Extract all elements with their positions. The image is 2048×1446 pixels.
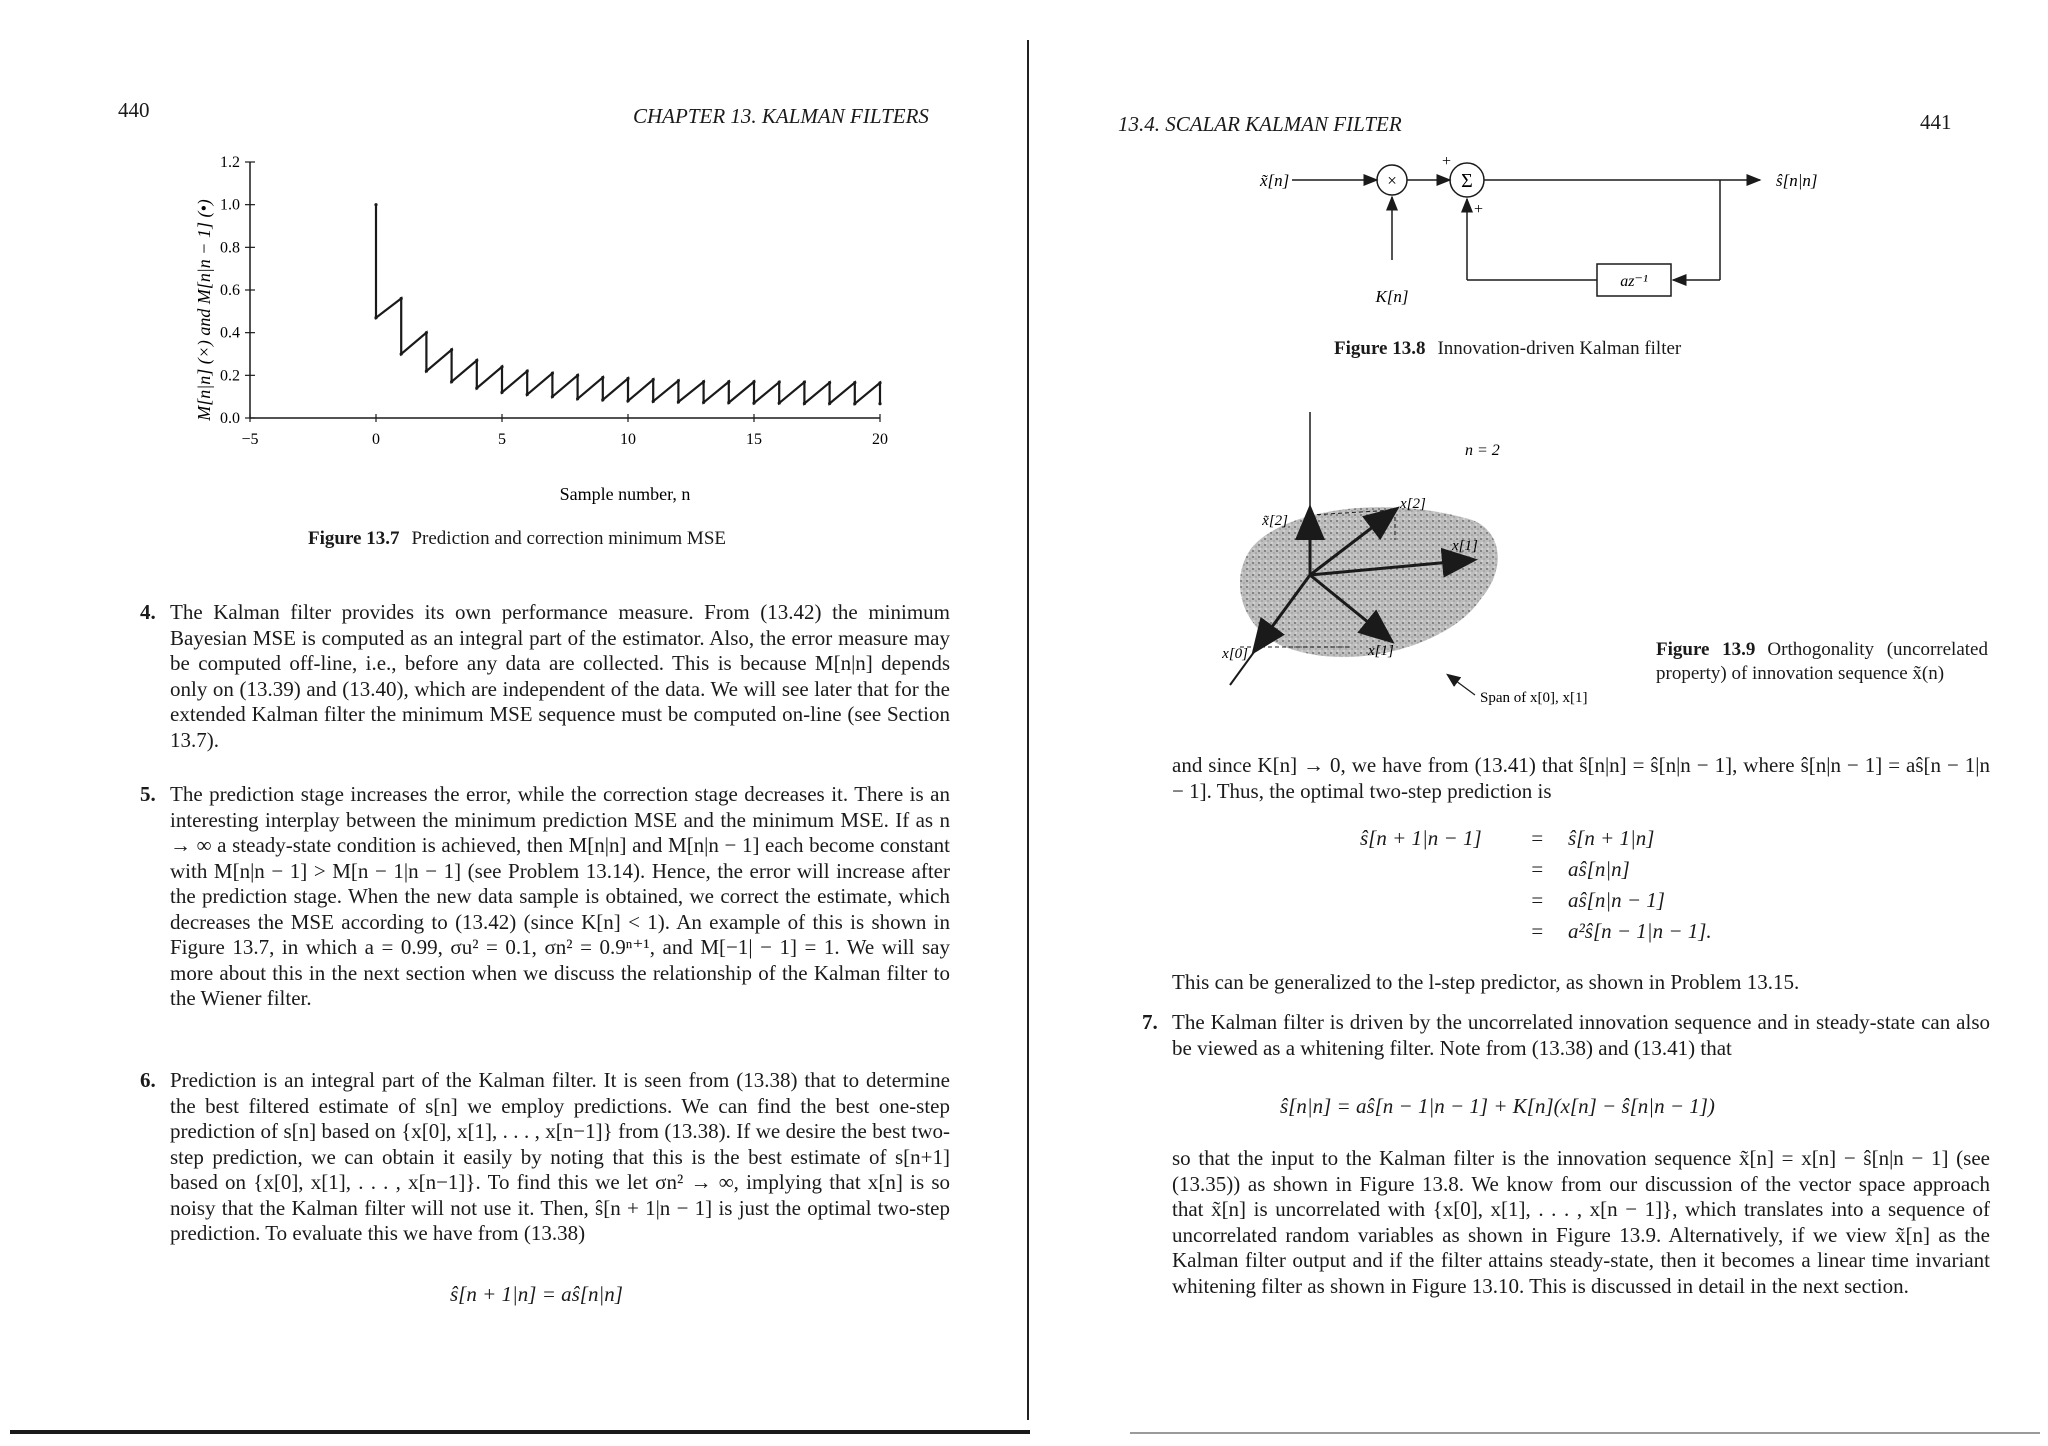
chart-x-axis-label: Sample number, n (559, 484, 691, 504)
figure-13-8-label: Figure 13.8 (1334, 338, 1426, 359)
figure-13-9-diagram (1210, 400, 1670, 720)
list-item-5 (140, 782, 950, 1012)
paragraph-l-step: This can be generalized to the l-step predictor, as shown in Problem 13.15. (1172, 970, 1800, 994)
chart-point (727, 380, 730, 383)
figure-13-9-label: Figure 13.9 (1656, 639, 1756, 660)
chart-point (778, 381, 781, 384)
list-item-text: Prediction is an integral part of the Kalman filter. It is seen from (13.38) that to determine the best filtered estimate of s[n] we employ predictions. We can find the best one-step prediction of s[n] based on {x[0], x[1], . . . , x[n−1]} from (13.38). If we desire the best two-step prediction, we can obtain it easily by noting that this is the best estimate of s[n+1] based on {x[0], x[1], . . . , x[n−1]}. To find this we let σn² → ∞, implying that x[n] is so noisy that the Kalman filter will not use it. Then, ŝ[n + 1|n − 1] is just the optimal two-step prediction. To evaluate this we have from (13.38) (170, 1068, 950, 1245)
figure-13-8-diagram (1230, 150, 1870, 330)
chart-series-line (376, 205, 880, 404)
chart-y-tick-label: 0.8 (220, 239, 240, 257)
list-item-4 (140, 600, 950, 753)
chart-point (475, 387, 478, 390)
list-item-text: The Kalman filter is driven by the uncorrelated innovation sequence and in steady-state can also be viewed as a whitening filter. Note from (13.38) and (13.41) that (1172, 1010, 1990, 1060)
chart-point (727, 401, 730, 404)
chart-point (626, 377, 629, 380)
chart-point (702, 380, 705, 383)
chart-y-axis-label: M[n|n] (×) and M[n|n − 1] (•) (194, 199, 214, 421)
equation-op: = (1530, 888, 1545, 912)
output-label: ŝ[n|n] (1776, 171, 1818, 190)
equation-block (1360, 826, 1780, 956)
chart-point (778, 401, 781, 404)
chart-point (450, 380, 453, 383)
figure-13-7-caption (308, 528, 726, 550)
chart-y-tick-label: 0.2 (220, 367, 240, 385)
span-label: Span of x[0], x[1] (1480, 690, 1588, 706)
chart-point (475, 359, 478, 362)
chart-x-tick-label: −5 (241, 431, 259, 448)
running-head: CHAPTER 13. KALMAN FILTERS (633, 104, 929, 128)
x2-tilde-label: x̃[2] (1262, 513, 1288, 529)
list-item-7 (1142, 1010, 1990, 1061)
chart-point (526, 369, 529, 372)
chart-x-tick-label: 5 (498, 431, 506, 448)
gutter-divider (1027, 40, 1029, 1420)
chart-point (702, 401, 705, 404)
figure-13-8-caption-text: Innovation-driven Kalman filter (1437, 338, 1682, 359)
chart-point (526, 393, 529, 396)
chart-point (803, 381, 806, 384)
equation-two-step: ŝ[n + 1|n] = aŝ[n|n] (450, 1282, 623, 1306)
n-equals-label: n = 2 (1465, 442, 1500, 459)
chart-point (752, 380, 755, 383)
chart-point (752, 401, 755, 404)
input-label: x̃[n] (1260, 171, 1290, 190)
list-item-number: 4. (140, 600, 156, 624)
figure-13-7-caption-text: Prediction and correction minimum MSE (411, 528, 726, 549)
list-item-number: 7. (1142, 1010, 1158, 1034)
chart-point (425, 369, 428, 372)
chart-point (828, 402, 831, 405)
list-item-text: The prediction stage increases the error, while the correction stage decreases it. There is an interesting interplay between the minimum prediction MSE and the minimum MSE. If as n → ∞ a steady-state condition is achieved, then M[n|n] and M[n|n − 1] each become constant with M[n|n − 1] > M[n − 1|n − 1] (see Problem 13.14). Hence, the error will increase after the prediction stage. When the new data sample is obtained, we correct the estimate, which decreases the MSE according to (13.42) (since K[n] < 1). An example of this is shown in Figure 13.7, in which a = 0.99, σu² = 0.1, σn² = 0.9ⁿ⁺¹, and M[−1| − 1] = 1. We will say more about this in the next section when we discuss the relationship of the Kalman filter to the Wiener filter. (170, 782, 950, 1010)
chart-y-tick-label: 0.0 (220, 410, 240, 427)
delay-label: az⁻¹ (1620, 273, 1648, 290)
figure-13-9-caption-text: Orthogonality (uncorrelated property) of innovation sequence x̃(n) (1656, 639, 1988, 684)
chart-x-tick-label: 20 (872, 431, 888, 448)
page-number: 441 (1920, 110, 1952, 134)
chart-y-tick-label: 1.2 (220, 154, 240, 171)
multiply-symbol: × (1387, 171, 1397, 190)
figure-13-7-chart (180, 150, 900, 510)
chart-point (576, 397, 579, 400)
chart-point (677, 379, 680, 382)
chart-point (576, 374, 579, 377)
chart-point (626, 399, 629, 402)
chart-y-tick-label: 0.4 (220, 324, 240, 342)
chart-point (374, 316, 377, 319)
chart-x-tick-label: 0 (372, 431, 380, 448)
x0-label: x[0] (1222, 646, 1248, 662)
chart-point (500, 365, 503, 368)
running-head: 13.4. SCALAR KALMAN FILTER (1118, 112, 1402, 136)
figure-13-7-label: Figure 13.7 (308, 528, 400, 549)
chart-point (828, 381, 831, 384)
equation-rhs: a²ŝ[n − 1|n − 1]. (1568, 919, 1712, 943)
equation-rhs: aŝ[n|n] (1568, 857, 1630, 881)
chart-x-tick-label: 15 (746, 431, 762, 448)
x1-label-upper: x[1] (1452, 538, 1478, 554)
chart-point (652, 378, 655, 381)
plus-sign-bottom: + (1474, 201, 1484, 218)
chart-x-tick-label: 10 (620, 431, 636, 448)
chart-y-tick-label: 0.6 (220, 282, 240, 299)
chart-point (853, 381, 856, 384)
chart-y-tick-label: 1.0 (220, 196, 240, 214)
right-page (1030, 0, 2048, 1446)
chart-point (677, 400, 680, 403)
chart-point (853, 402, 856, 405)
x1-label-lower: x[1] (1368, 643, 1394, 659)
equation-rhs: ŝ[n + 1|n] (1568, 826, 1655, 850)
chart-point (374, 203, 377, 206)
equation-update: ŝ[n|n] = aŝ[n − 1|n − 1] + K[n](x[n] − ŝ[n|n − 1]) (1280, 1094, 1715, 1118)
x2-label: x[2] (1400, 496, 1426, 512)
equation-lhs: ŝ[n + 1|n − 1] (1360, 826, 1482, 850)
sum-symbol: Σ (1461, 170, 1473, 192)
chart-point (878, 381, 881, 384)
chart-point (400, 352, 403, 355)
equation-rhs: aŝ[n|n − 1] (1568, 888, 1665, 912)
chart-point (601, 398, 604, 401)
gain-label: K[n] (1375, 287, 1409, 306)
paragraph-steady-state: and since K[n] → 0, we have from (13.41) that ŝ[n|n] = ŝ[n|n − 1], where ŝ[n|n − 1] = aŝ[n − 1|n − 1]. Thus, the optimal two-step prediction is (1172, 753, 1990, 803)
list-item-text: The Kalman filter provides its own performance measure. From (13.42) the minimum Bayesian MSE is computed as an integral part of the estimator. Also, the error measure may be computed off-line, i.e., before any data are collected. This is because M[n|n] depends only on (13.39) and (13.40), which are independent of the data. We will see later that for the extended Kalman filter the minimum MSE sequence must be computed on-line (see Section 13.7). (170, 600, 950, 752)
chart-point (601, 376, 604, 379)
chart-point (551, 395, 554, 398)
chart-point (551, 372, 554, 375)
chart-point (400, 297, 403, 300)
list-item-number: 5. (140, 782, 156, 806)
chart-point (652, 400, 655, 403)
chart-point (450, 348, 453, 351)
list-item-6 (140, 1068, 950, 1247)
figure-13-8-caption (1334, 338, 1681, 360)
equation-op: = (1530, 919, 1545, 943)
chart-point (878, 402, 881, 405)
page-number: 440 (118, 98, 150, 122)
chart-point (803, 402, 806, 405)
equation-op: = (1530, 826, 1545, 850)
list-item-number: 6. (140, 1068, 156, 1092)
figure-13-9-caption (1656, 638, 1988, 686)
plus-sign-top: + (1442, 153, 1452, 170)
equation-op: = (1530, 857, 1545, 881)
chart-point (425, 331, 428, 334)
paragraph-innovation: so that the input to the Kalman filter is the innovation sequence x̃[n] = x[n] − ŝ[n|n − 1] (see (13.35)) as shown in Figure 13.8. We know from our discussion of the vector space approach that x̃[n] is uncorrelated with {x[0], x[1], . . . , x[n − 1]}, which translates into a sequence of uncorrelated random variables as shown in Figure 13.9. Alternatively, if we view x̃[n] as the Kalman filter output and if the filter attains steady-state, then it becomes a linear time invariant whitening filter as shown in Figure 13.10. This is discussed in detail in the next section. (1172, 1146, 1990, 1298)
chart-point (500, 391, 503, 394)
bottom-rule-left (10, 1430, 1030, 1434)
